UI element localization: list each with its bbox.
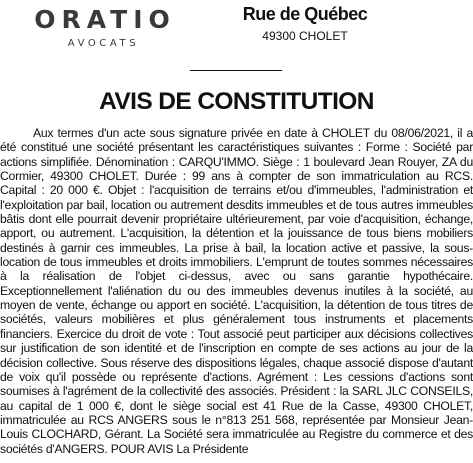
notice-body: Aux termes d'un acte sous signature privée en date à CHOLET du 08/06/2021, il a été constitué une société présentant les caractéristiques suivantes : Forme : Société par actions simplifiée. Dénomination : CARQU'IMMO. Siège : 1 boulevard Jean Rouyer, ZA du Cormier, 49300 CHOLET. Durée : 99 ans à compter de son immatriculation au RCS. Capital : 20 000 €. Objet : l'acquisition de terrains et/ou d'immeubles, l'administration et l'exploitation par bail, location ou autrement desdits immeubles et de tous autres immeubles bâtis dont elle pourrait devenir propriétaire ultérieurement, par voie d'acquisition, échange, apport, ou autrement. L'acquisition, la détention et la jouissance de tous biens mobiliers destinés à garnir ces immeubles. La prise à bail, la location active et passive, la sous-location de tous immeubles et droits immobiliers. L'emprunt de toutes sommes nécessaires à la réalisation de l'objet ci-dessus, avec ou sans garantie hypothécaire. Exceptionnellement l'aliénation du ou des immeubles devenus inutiles à la société, au moyen de vente, échange ou apport en société. L'acquisition, la détention de tous titres de sociétés, valeurs mobilières et plus généralement tous instruments et placements financiers. Exercice du droit de vote : Tout associé peut participer aux décisions collectives sur justification de son identité et de l'inscription en compte de ses actions au jour de la décision collective. Sous réserve des dispositions légales, chaque associé dispose d'autant de voix qu'il possède ou représente d'actions. Agrément : Les cessions d'actions sont soumises à l'agrément de la collectivité des associés. Président : la SARL JLC CONSEILS, au capital de 1 000 €, dont le siège social est 41 Rue de la Casse, 49300 CHOLET, immatriculée au RCS ANGERS sous le n°813 251 568, représentée par Monsieur Jean-Louis CLOCHARD, Gérant. La Société sera immatriculée au Registre du commerce et des sociétés d'ANGERS. POUR AVIS La Présidente bbox=[0, 126, 473, 456]
logo-name: ORATIO bbox=[34, 5, 176, 34]
notice-title: AVIS DE CONSTITUTION bbox=[99, 88, 374, 115]
firm-logo bbox=[14, 4, 190, 51]
logo-subtitle: AVOCATS bbox=[67, 38, 140, 49]
separator-rule bbox=[190, 70, 282, 71]
address-city: 49300 CHOLET bbox=[262, 29, 348, 43]
firm-address bbox=[220, 3, 390, 44]
address-street: Rue de Québec bbox=[242, 4, 368, 24]
